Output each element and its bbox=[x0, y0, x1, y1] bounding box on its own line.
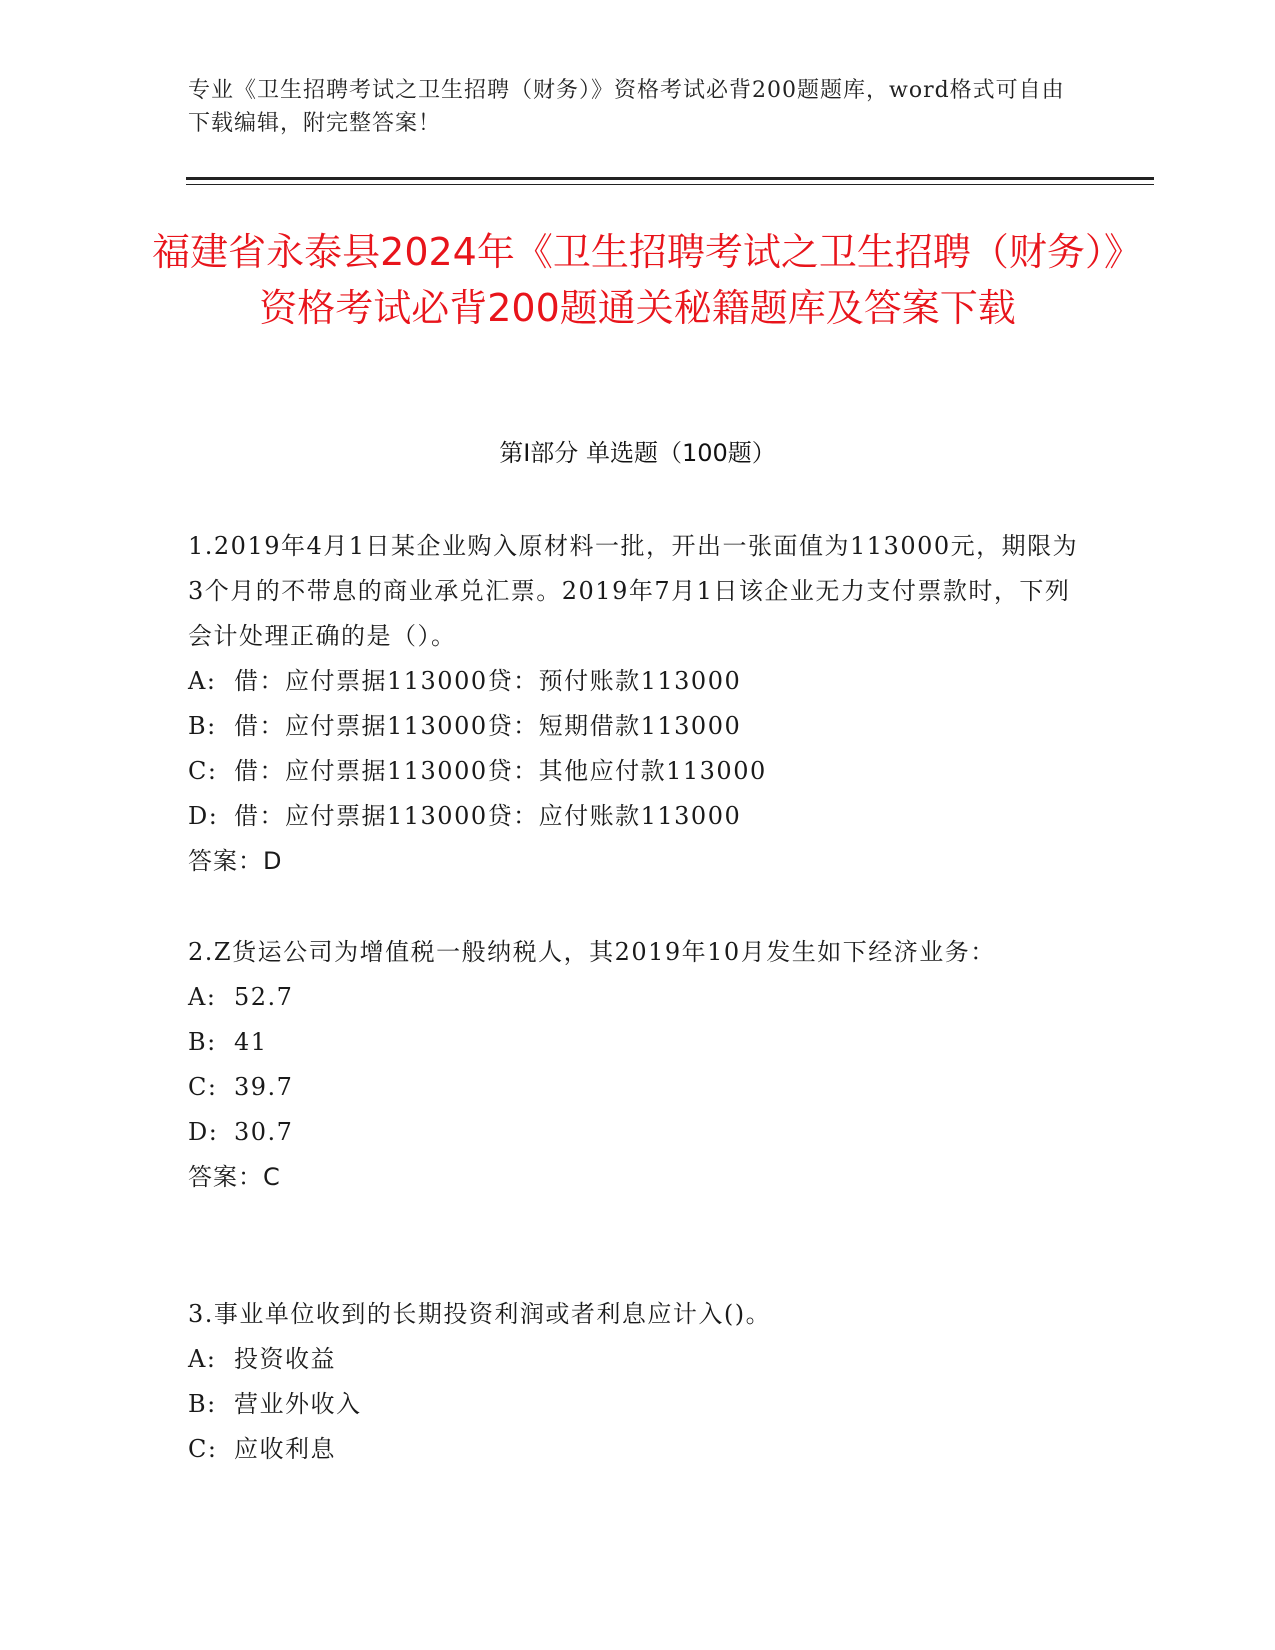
option-d bbox=[188, 794, 1088, 839]
option-label: C: bbox=[188, 1073, 218, 1101]
option-text: 30.7 bbox=[234, 1118, 294, 1146]
option-label: A: bbox=[188, 983, 217, 1011]
option-label: B: bbox=[188, 1028, 217, 1056]
option-text: 应收利息 bbox=[234, 1435, 336, 1463]
option-text: 39.7 bbox=[234, 1073, 294, 1101]
option-c bbox=[188, 1065, 1088, 1110]
option-text: 52.7 bbox=[234, 983, 294, 1011]
option-text: 营业外收入 bbox=[234, 1390, 362, 1418]
option-label: C: bbox=[188, 757, 218, 785]
option-label: B: bbox=[188, 1390, 217, 1418]
question-text: 2.Z货运公司为增值税一般纳税人，其2019年10月发生如下经济业务： bbox=[188, 938, 996, 966]
option-a bbox=[188, 659, 1088, 704]
option-b bbox=[188, 1020, 1088, 1065]
question-text: 1.2019年4月1日某企业购入原材料一批，开出一张面值为113000元，期限为3个月的不带息的商业承兑汇票。2019年7月1日该企业无力支付票款时，下列会计处理正确的是（）。 bbox=[188, 532, 1079, 650]
question-2 bbox=[188, 930, 1088, 1200]
question-3 bbox=[188, 1292, 1088, 1472]
option-text: 借：应付票据113000贷：预付账款113000 bbox=[234, 667, 742, 695]
option-label: D: bbox=[188, 1118, 219, 1146]
option-d bbox=[188, 1110, 1088, 1155]
header-divider-thin bbox=[186, 184, 1154, 185]
header-divider-thick bbox=[186, 177, 1154, 180]
option-a bbox=[188, 975, 1088, 1020]
document-title: 福建省永泰县2024年《卫生招聘考试之卫生招聘（财务）》资格考试必背200题通关秘籍题库及答案下载 bbox=[152, 230, 1123, 330]
section-heading: 第Ⅰ部分 单选题（100题） bbox=[499, 439, 776, 467]
question-1 bbox=[188, 524, 1088, 884]
option-label: D: bbox=[188, 802, 219, 830]
answer: 答案：D bbox=[188, 847, 283, 875]
option-b bbox=[188, 704, 1088, 749]
option-label: A: bbox=[188, 1345, 217, 1373]
option-label: A: bbox=[188, 667, 217, 695]
question-text: 3.事业单位收到的长期投资利润或者利息应计入()。 bbox=[188, 1300, 772, 1328]
option-label: B: bbox=[188, 712, 217, 740]
option-text: 41 bbox=[234, 1028, 268, 1056]
option-c bbox=[188, 1427, 1088, 1472]
header-note: 专业《卫生招聘考试之卫生招聘（财务）》资格考试必背200题题库，word格式可自由下载编辑，附完整答案！ bbox=[188, 78, 1065, 136]
option-text: 借：应付票据113000贷：应付账款113000 bbox=[234, 802, 742, 830]
option-label: C: bbox=[188, 1435, 218, 1463]
option-a bbox=[188, 1337, 1088, 1382]
option-b bbox=[188, 1382, 1088, 1427]
answer: 答案：C bbox=[188, 1163, 281, 1191]
option-text: 借：应付票据113000贷：短期借款113000 bbox=[234, 712, 742, 740]
option-c bbox=[188, 749, 1088, 794]
option-text: 投资收益 bbox=[234, 1345, 336, 1373]
option-text: 借：应付票据113000贷：其他应付款113000 bbox=[234, 757, 767, 785]
